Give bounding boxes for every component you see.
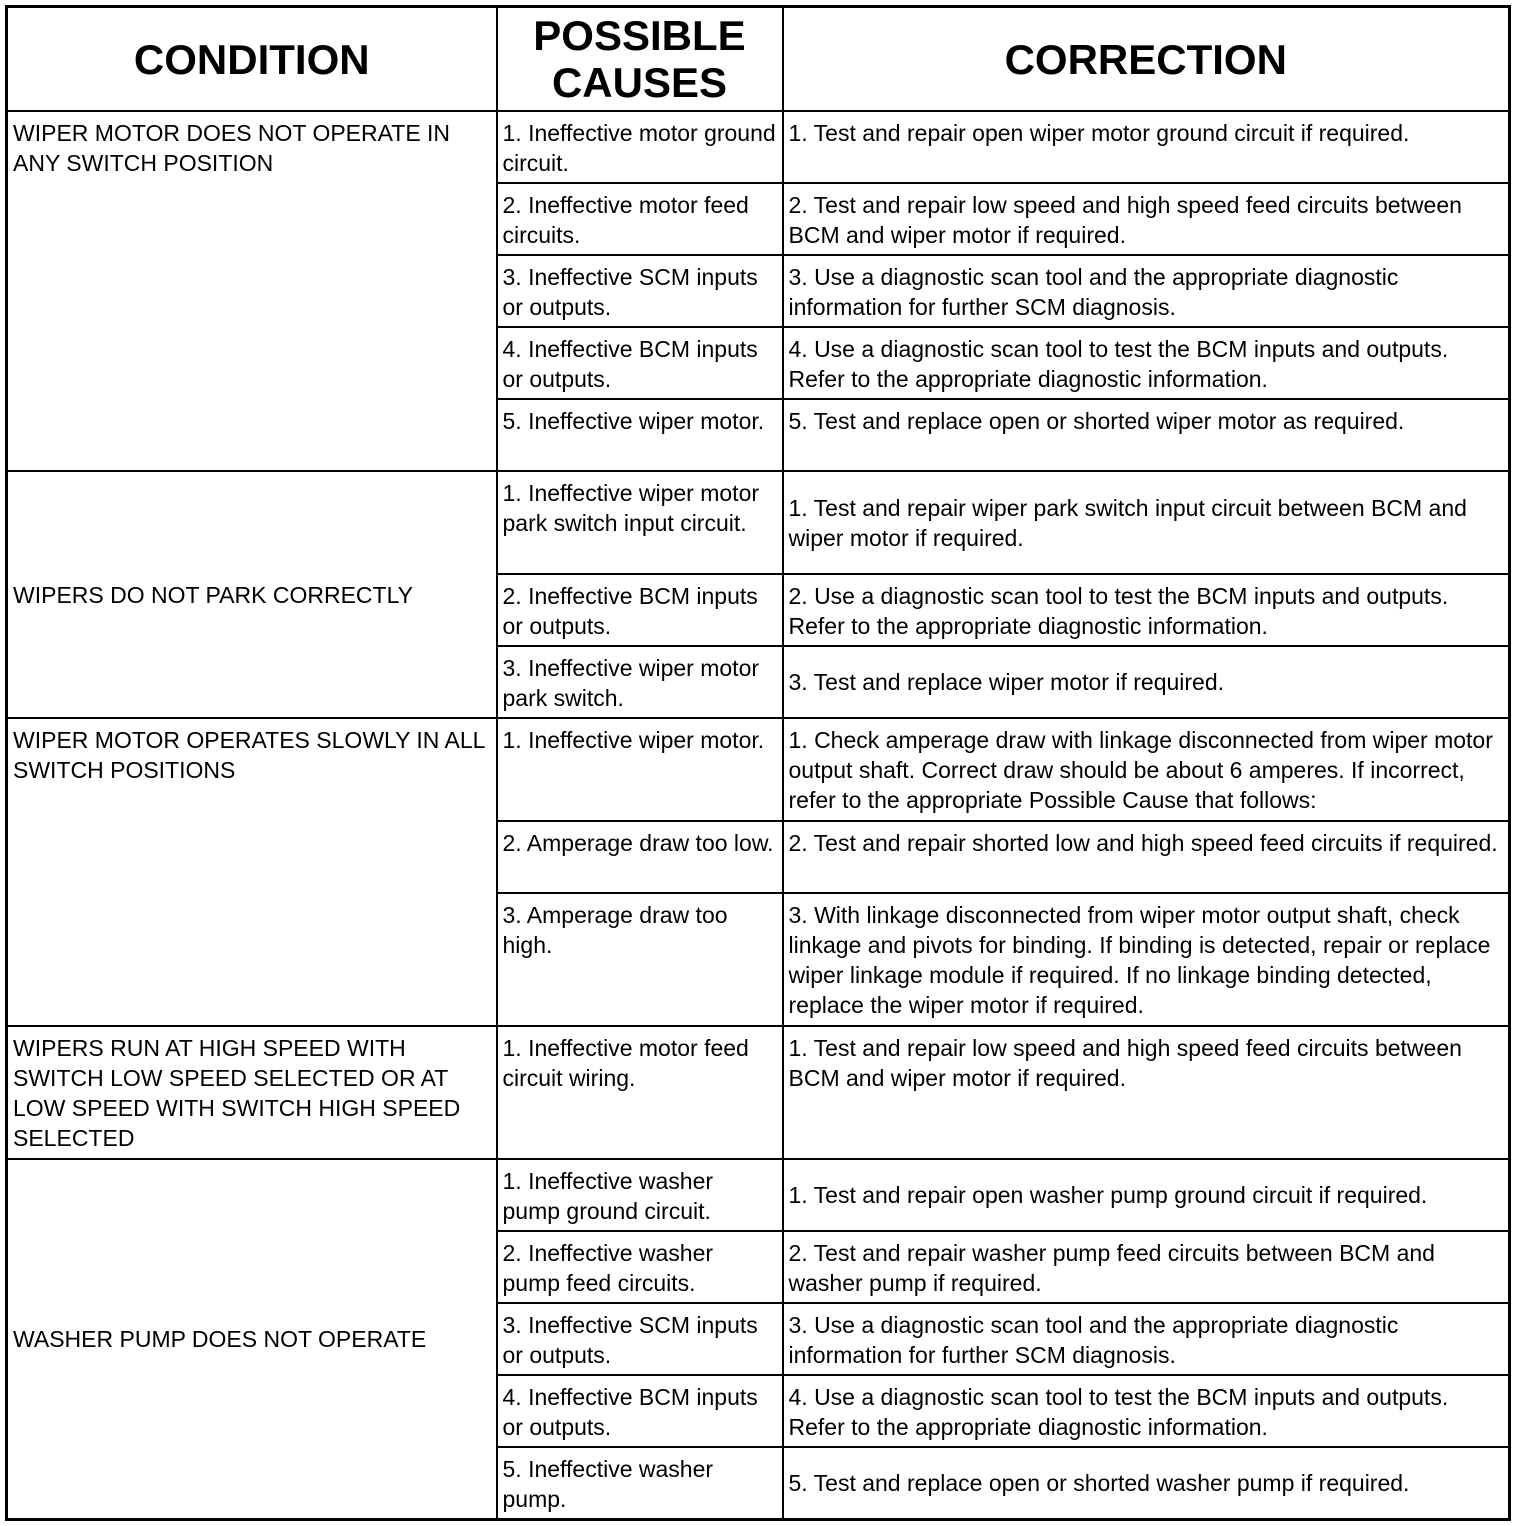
cause-cell: 2. Ineffective washer pump feed circuits. xyxy=(497,1231,783,1303)
table-row xyxy=(7,718,1510,821)
cause-cell: 2. Amperage draw too low. xyxy=(497,821,783,893)
correction-cell: 3. Test and replace wiper motor if required. xyxy=(783,646,1510,718)
correction-cell: 2. Test and repair low speed and high speed feed circuits between BCM and wiper motor if required. xyxy=(783,183,1510,255)
condition-cell: WIPERS DO NOT PARK CORRECTLY xyxy=(7,471,497,718)
cause-cell: 3. Amperage draw too high. xyxy=(497,893,783,1026)
correction-cell: 3. Use a diagnostic scan tool and the appropriate diagnostic information for further SCM diagnosis. xyxy=(783,255,1510,327)
table-row xyxy=(7,471,1510,574)
correction-cell: 4. Use a diagnostic scan tool to test the BCM inputs and outputs. Refer to the appropriate diagnostic information. xyxy=(783,1375,1510,1447)
cause-cell: 1. Ineffective wiper motor park switch input circuit. xyxy=(497,471,783,574)
table-row xyxy=(7,1026,1510,1159)
header-row xyxy=(7,7,1510,112)
cause-cell: 5. Ineffective washer pump. xyxy=(497,1447,783,1519)
correction-cell: 3. Use a diagnostic scan tool and the appropriate diagnostic information for further SCM diagnosis. xyxy=(783,1303,1510,1375)
cause-cell: 1. Ineffective wiper motor. xyxy=(497,718,783,821)
correction-cell: 1. Test and repair open wiper motor ground circuit if required. xyxy=(783,111,1510,183)
correction-cell: 2. Use a diagnostic scan tool to test the BCM inputs and outputs. Refer to the appropriate diagnostic information. xyxy=(783,574,1510,646)
correction-cell: 1. Test and repair open washer pump ground circuit if required. xyxy=(783,1159,1510,1231)
condition-cell: WIPER MOTOR DOES NOT OPERATE IN ANY SWITCH POSITION xyxy=(7,111,497,471)
header-condition: CONDITION xyxy=(7,7,497,112)
cause-cell: 3. Ineffective SCM inputs or outputs. xyxy=(497,255,783,327)
correction-cell: 2. Test and repair washer pump feed circuits between BCM and washer pump if required. xyxy=(783,1231,1510,1303)
cause-cell: 2. Ineffective motor feed circuits. xyxy=(497,183,783,255)
cause-cell: 4. Ineffective BCM inputs or outputs. xyxy=(497,327,783,399)
cause-cell: 5. Ineffective wiper motor. xyxy=(497,399,783,471)
correction-cell: 5. Test and replace open or shorted washer pump if required. xyxy=(783,1447,1510,1519)
cause-cell: 1. Ineffective motor feed circuit wiring. xyxy=(497,1026,783,1159)
diagnosis-table xyxy=(5,5,1511,1521)
condition-cell: WIPER MOTOR OPERATES SLOWLY IN ALL SWITCH POSITIONS xyxy=(7,718,497,1026)
table-row xyxy=(7,1159,1510,1231)
header-possible-causes: POSSIBLE CAUSES xyxy=(497,7,783,112)
cause-cell: 4. Ineffective BCM inputs or outputs. xyxy=(497,1375,783,1447)
cause-cell: 2. Ineffective BCM inputs or outputs. xyxy=(497,574,783,646)
cause-cell: 3. Ineffective wiper motor park switch. xyxy=(497,646,783,718)
correction-cell: 2. Test and repair shorted low and high speed feed circuits if required. xyxy=(783,821,1510,893)
condition-cell: WASHER PUMP DOES NOT OPERATE xyxy=(7,1159,497,1519)
condition-cell: WIPERS RUN AT HIGH SPEED WITH SWITCH LOW SPEED SELECTED OR AT LOW SPEED WITH SWITCH HIGH SPEED SELECTED xyxy=(7,1026,497,1159)
correction-cell: 5. Test and replace open or shorted wiper motor as required. xyxy=(783,399,1510,471)
header-correction: CORRECTION xyxy=(783,7,1510,112)
correction-cell: 1. Check amperage draw with linkage disconnected from wiper motor output shaft. Correct draw should be about 6 amperes. If incorrect, refer to the appropriate Possible Cause that follows: xyxy=(783,718,1510,821)
cause-cell: 1. Ineffective motor ground circuit. xyxy=(497,111,783,183)
cause-cell: 1. Ineffective washer pump ground circuit. xyxy=(497,1159,783,1231)
cause-cell: 3. Ineffective SCM inputs or outputs. xyxy=(497,1303,783,1375)
table-row xyxy=(7,111,1510,183)
correction-cell: 1. Test and repair low speed and high speed feed circuits between BCM and wiper motor if required. xyxy=(783,1026,1510,1159)
correction-cell: 4. Use a diagnostic scan tool to test the BCM inputs and outputs. Refer to the appropriate diagnostic information. xyxy=(783,327,1510,399)
correction-cell: 1. Test and repair wiper park switch input circuit between BCM and wiper motor if required. xyxy=(783,471,1510,574)
correction-cell: 3. With linkage disconnected from wiper motor output shaft, check linkage and pivots for binding. If binding is detected, repair or replace wiper linkage module if required. If no linkage binding detected, replace the wiper motor if required. xyxy=(783,893,1510,1026)
